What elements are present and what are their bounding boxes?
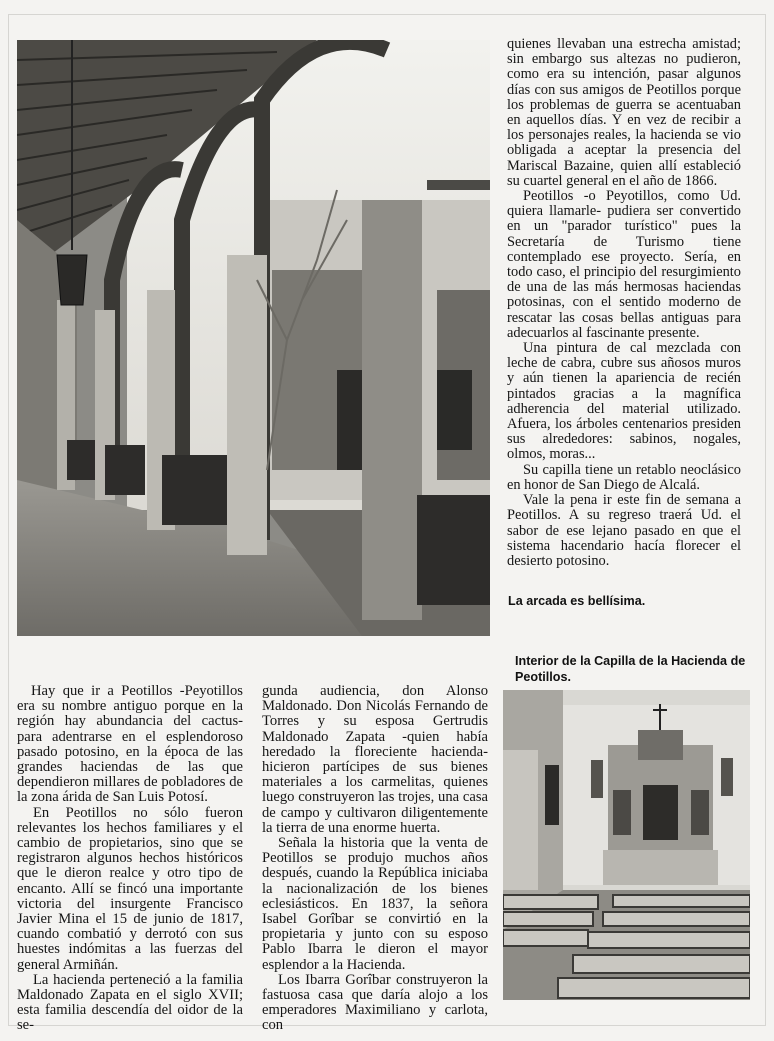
page-frame-right xyxy=(765,14,766,1026)
paragraph: Una pintura de cal mezclada con leche de cabra, cubre sus añosos muros y aún tienen la apariencia de recién pintados gracias a la magnífica adherencia del material utilizado. Afuera, los árboles centenarios presiden sus alrededores: sabinos, nogales, olmos, moras... xyxy=(507,340,741,463)
chapel-photo xyxy=(503,690,750,1000)
paragraph: quienes llevaban una estrecha amistad; sin embargo sus altezas no pudieron, como era su intención, pasar algunos días con sus amigos de Peotillos porque los problemas de guerra se acentuaban en aquellos días. Y en vez de recibir a los personajes reales, la hacienda se vio obligada a aceptar la presencia del Mariscal Bazaine, quien allí estableció su cuartel general en el año de 1866. xyxy=(507,36,741,189)
chapel-caption: Interior de la Capilla de la Hacienda de Peotillos. xyxy=(515,654,746,684)
paragraph: La hacienda perteneció a la familia Maldonado Zapata en el siglo XVII; esta familia descendía del oidor de la se- xyxy=(17,971,243,1034)
arcade-photo xyxy=(17,40,490,636)
page-frame-top xyxy=(8,14,766,15)
paragraph: Vale la pena ir este fin de semana a Peotillos. A su regreso traerá Ud. el sabor de ese lejano pasado en que el sistema hacendario hacía florecer el desierto potosino. xyxy=(507,492,741,569)
paragraph: Los Ibarra Gorîbar construyeron la fastuosa casa que daría alojo a los emperadores Maximiliano y carlota, con xyxy=(262,971,488,1034)
paragraph: Su capilla tiene un retablo neoclásico en honor de San Diego de Alcalá. xyxy=(507,461,741,493)
paragraph: gunda audiencia, don Alonso Maldonado. Don Nicolás Fernando de Torres y su esposa Gertrudis Maldonado Zapata -quien había heredado la floreciente hacienda- hicieron partícipes de sus bienes materiales a los carmelitas, quienes luego construyeron las trojes, una casa de campo y cultivaron diligentemente la tierra de una enorme huerta. xyxy=(262,683,488,836)
article-column-middle xyxy=(262,684,488,1034)
paragraph: Peotillos -o Peyotillos, como Ud. quiera llamarle- pudiera ser convertido en un "parador turístico" pues la Secretaría de Turismo tiene contemplado ese proyecto. Sería, en todo caso, el principio del resurgimiento de una de las más hermosas haciendas potosinas, con el sentido moderno de rescatar las cosas bellas antiguas para adecuarlos al fascinante presente. xyxy=(507,188,741,341)
article-column-right xyxy=(507,37,741,569)
paragraph: Hay que ir a Peotillos -Peyotillos era su nombre antiguo porque en la región hay abundancia del cactus- para adentrarse en el esplendoroso pasado potosino, en la época de las grandes haciendas de las que dependieron millares de pobladores de la zona árida de San Luis Potosí. xyxy=(17,683,243,806)
article-column-left xyxy=(17,684,243,1034)
paragraph: En Peotillos no sólo fueron relevantes los hechos familiares y el cambio de propietarios, sino que se registraron algunos hechos históricos que le dieron realce y otro tipo de encanto. Allí se fincó una importante victoria del insurgente Francisco Javier Mina el 15 de junio de 1817, cuando combatió y derrotó con sus huestes indómitas a las fuerzas del general Armiñán. xyxy=(17,804,243,973)
page-frame-left xyxy=(8,14,9,1026)
arcade-caption: La arcada es bellísima. xyxy=(508,594,646,608)
paragraph: Señala la historia que la venta de Peotillos se produjo muchos años después, cuando la República iniciaba la nacionalización de los bienes eclesiásticos. En 1837, la señora Isabel Gorîbar se convirtió en la propietaria y junto con su esposo Pablo Ibarra le dieron el mayor esplendor a la Hacienda. xyxy=(262,835,488,973)
